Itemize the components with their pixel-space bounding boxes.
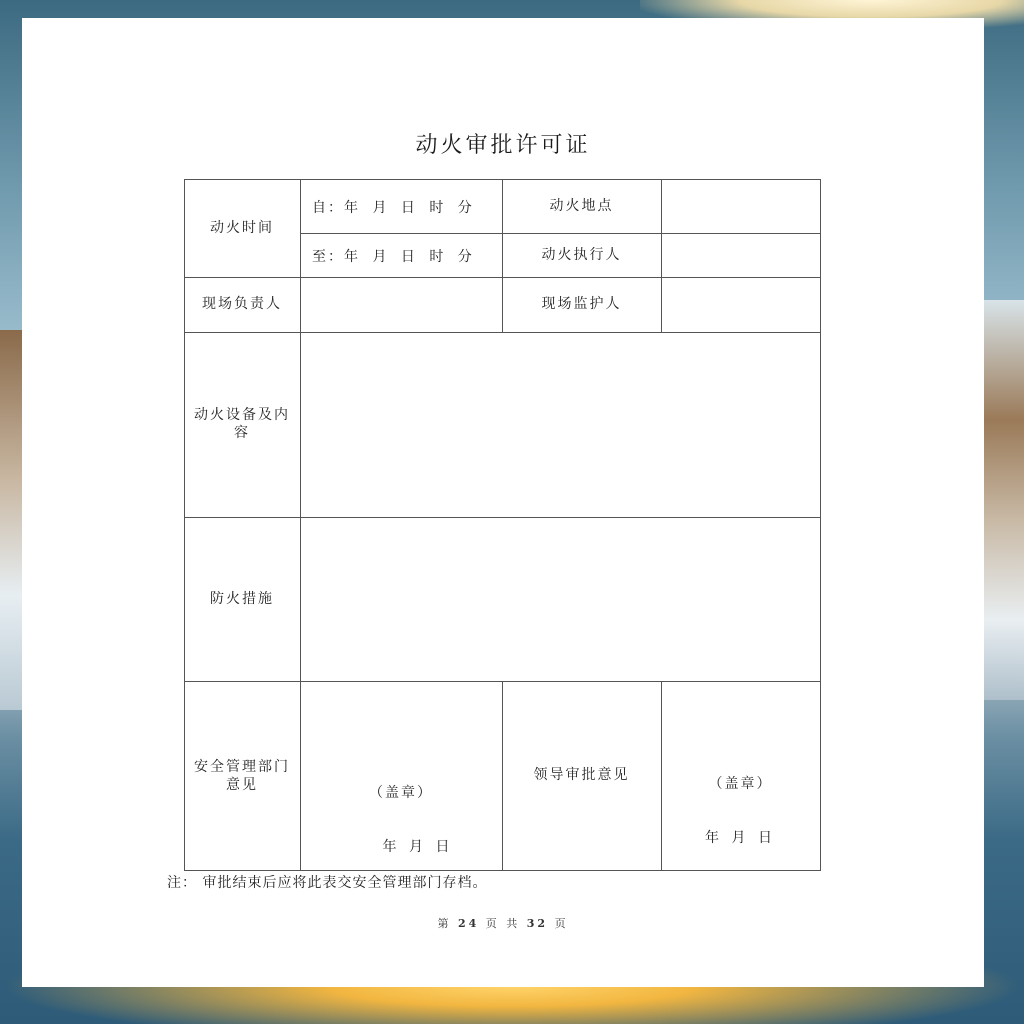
leader-date: 年 月 日: [705, 830, 776, 846]
page-prefix: 第: [437, 917, 452, 930]
field-from-time[interactable]: [312, 197, 502, 217]
column-divider: [300, 179, 301, 871]
form-border-right: [820, 179, 821, 871]
label-equipment-content: 动火设备及内容: [194, 407, 290, 441]
label-site-guardian: 现场监护人: [541, 296, 622, 312]
label-fire-prevention: 防火措施: [210, 591, 274, 607]
row-divider: [300, 233, 821, 234]
page-mid: 页 共: [485, 917, 521, 930]
page-total: 32: [526, 917, 549, 930]
label-from: 自：: [312, 200, 344, 216]
hot-work-permit-form: [184, 179, 821, 871]
page-suffix: 页: [554, 917, 569, 930]
column-divider: [661, 179, 662, 332]
row-divider: [184, 332, 821, 333]
label-datetime-units: 年 月 日 时 分: [344, 200, 477, 216]
label-safety-dept-opinion: 安全管理部门意见: [194, 759, 290, 793]
background-mountain-right: [984, 300, 1024, 700]
field-to-time[interactable]: [312, 246, 502, 266]
safety-dept-seal: （盖章）: [369, 785, 433, 801]
row-divider: [184, 517, 821, 518]
leader-seal: （盖章）: [708, 776, 773, 792]
safety-dept-date: 年 月 日: [382, 839, 454, 855]
document-title: 动火审批许可证: [415, 133, 591, 158]
label-site-responsible: 现场负责人: [202, 296, 282, 312]
label-to: 至：: [312, 249, 344, 265]
page-current: 24: [457, 917, 480, 930]
label-hot-work-location: 动火地点: [549, 198, 614, 214]
archive-note: 注： 审批结束后应将此表交安全管理部门存档。: [167, 875, 488, 891]
form-border-left: [184, 179, 185, 871]
label-datetime-units: 年 月 日 时 分: [344, 249, 477, 265]
page-number: [0, 915, 1006, 931]
label-hot-work-executor: 动火执行人: [541, 247, 622, 263]
background-mountain-left: [0, 330, 24, 710]
label-leader-approval: 领导审批意见: [533, 767, 630, 783]
label-hot-work-time: 动火时间: [210, 220, 274, 236]
